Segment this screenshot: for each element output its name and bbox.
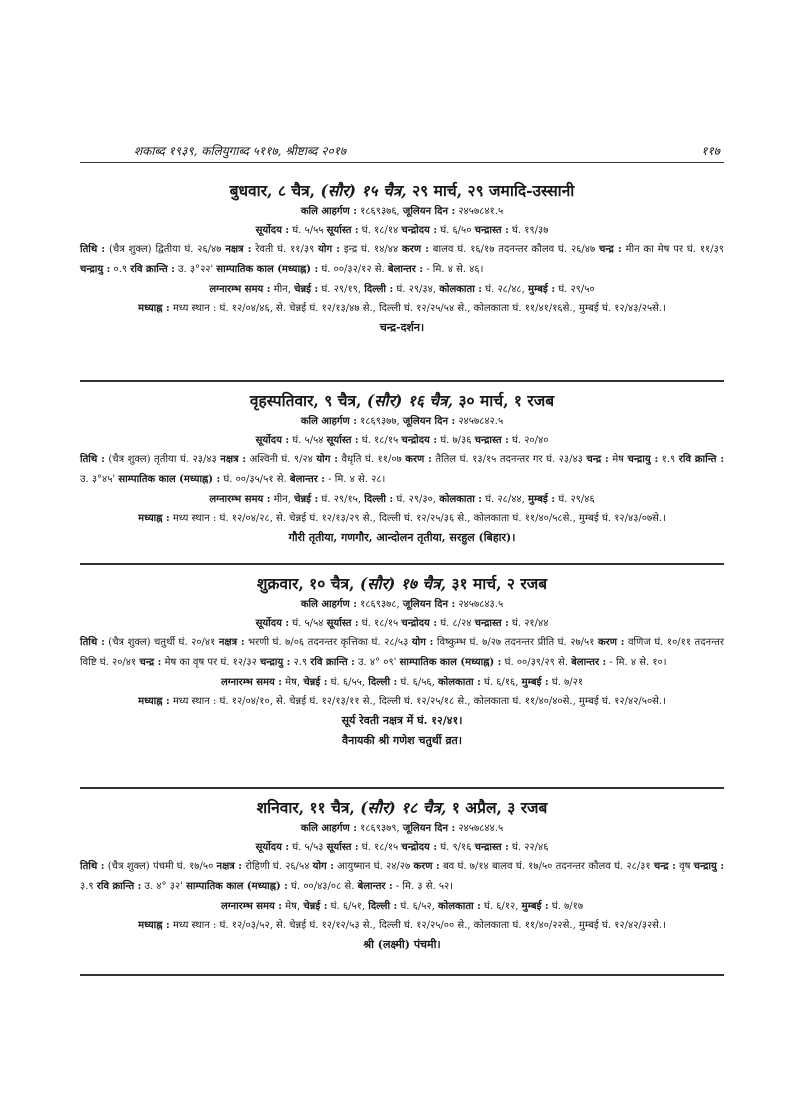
madhyahna-label: मध्याह्न : xyxy=(138,303,170,314)
section-divider xyxy=(80,974,724,976)
lagna-label: लग्नारम्भ समय : xyxy=(220,901,282,912)
lagna-city-label: चेन्नई : xyxy=(303,677,328,688)
lagna-city-label: दिल्ली : xyxy=(364,494,394,505)
lagna-city-label: मुम्बई : xyxy=(527,494,556,505)
panchang-label: रवि क्रान्ति : xyxy=(96,881,142,892)
panchang-label: योग : xyxy=(312,861,334,872)
panchang-paragraph xyxy=(80,450,724,490)
lagna-line xyxy=(80,673,724,692)
panchang-value: भरणी घं. ७/०६ तदनन्तर कृत्तिका घं. २८/५३ xyxy=(248,637,409,648)
sun-moon-value: घं. ५/५५ xyxy=(292,225,324,236)
running-head xyxy=(80,140,724,163)
panchang-label: साम्पातिक काल (मध्याह्न) : xyxy=(216,264,319,275)
panchang-value: घं. ००/३२/१२ से. xyxy=(321,264,385,275)
lagna-city-label: मुम्बई : xyxy=(521,901,549,912)
lagna-label: लग्नारम्भ समय : xyxy=(209,284,271,295)
panchang-label: बेलान्तर : xyxy=(387,264,424,275)
lagna-city-value: घं. ६/५१, xyxy=(330,901,366,912)
kali-julian-line xyxy=(80,595,724,614)
kali-label: कलि आहर्गण : xyxy=(300,416,357,427)
madhyahna-label: मध्याह्न : xyxy=(138,513,170,524)
kali-julian-line xyxy=(80,819,724,838)
sun-moon-label: चन्द्रोदय : xyxy=(401,435,438,446)
panchang-value: घं. ००/३९/२९ से. xyxy=(504,657,568,668)
sun-moon-label: चन्द्रास्त : xyxy=(474,435,509,446)
panchang-label: योग : xyxy=(411,637,434,648)
panchang-label: तिथि : xyxy=(80,637,105,648)
day-title-gregorian-hijri: २९ मार्च, २९ जमादि-उस्सानी xyxy=(412,181,575,200)
lagna-city-label: चेन्नई : xyxy=(303,901,328,912)
panchang-label: तिथि : xyxy=(80,454,105,465)
panchang-label: चन्द्रायु : xyxy=(260,657,291,668)
sun-moon-value: घं. ८/२४ xyxy=(440,618,472,629)
day-title-gregorian-hijri: ३० मार्च, १ रजब xyxy=(458,391,555,410)
day-title xyxy=(80,573,724,595)
sun-moon-value: घं. १८/१५ xyxy=(361,435,399,446)
panchang-label: नक्षत्र : xyxy=(216,861,243,872)
panchang-label: तिथि : xyxy=(80,244,106,255)
panchang-label: साम्पातिक काल (मध्याह्न) : xyxy=(399,657,502,668)
kali-value: १८६९३७८, xyxy=(360,599,400,610)
kali-value: १८६९३७९, xyxy=(360,823,400,834)
madhyahna-label: मध्याह्न : xyxy=(138,696,170,707)
julian-value: २४५७८४३.५ xyxy=(458,599,504,610)
sun-moon-label: चन्द्रास्त : xyxy=(474,225,509,236)
lagna-label: लग्नारम्भ समय : xyxy=(209,494,271,505)
kali-label: कलि आहर्गण : xyxy=(300,206,357,217)
lagna-city-label: मुम्बई : xyxy=(527,284,556,295)
panchang-value: (चैत्र शुक्ल) पंचमी घं. १७/५० xyxy=(107,861,214,872)
panchang-value: वैधृति घं. ११/०७ xyxy=(341,454,402,465)
sun-moon-value: घं. १८/१५ xyxy=(361,618,399,629)
panchang-label: रवि क्रान्ति : xyxy=(130,264,175,275)
julian-value: २४५७८४१.५ xyxy=(458,206,504,217)
madhyahna-text: मध्य स्थान : घं. १२/०३/५२, से. चेन्नई घं. १२/१२/५३ से., दिल्ली घं. १२/२५/०० से., कोलकाता घं. ११/४०/२२से., मुम्बई घं. १२/४२/३२से.। xyxy=(172,920,666,931)
day-title-gregorian-hijri: ३१ मार्च, २ रजब xyxy=(451,574,548,593)
sun-moon-value: घं. ९/१६ xyxy=(440,842,472,853)
sun-moon-value: घं. ५/५४ xyxy=(292,435,324,446)
panchang-label: बेलान्तर : xyxy=(289,474,325,485)
madhyahna-line xyxy=(80,692,724,711)
sun-moon-label: सूर्यास्त : xyxy=(326,225,359,236)
kali-label: कलि आहर्गण : xyxy=(300,599,357,610)
panchang-label: चन्द्र : xyxy=(599,244,622,255)
day-entry xyxy=(80,797,724,955)
lagna-city-value: घं. २९/१५, xyxy=(321,494,362,505)
julian-label: जूलियन दिन : xyxy=(402,206,456,217)
panchang-value: - मि. ४ से. २८। xyxy=(328,474,386,485)
madhyahna-text: मध्य स्थान : घं. १२/०४/१०, से. चेन्नई घं. १२/१३/११ से., दिल्ली घं. १२/२५/१८ से., कोलकाता घं. ११/४०/४०से., मुम्बई घं. १२/४२/५०से.। xyxy=(172,696,666,707)
section-divider xyxy=(80,787,724,789)
panchang-label: चन्द्रायु : xyxy=(80,264,111,275)
panchang-label: चन्द्र : xyxy=(586,454,609,465)
lagna-city-value: घं. ६/५५, xyxy=(330,677,366,688)
lagna-rashi: मेष, xyxy=(285,901,301,912)
sun-moon-value: घं. १८/१४ xyxy=(361,225,399,236)
sun-moon-value: घं. १९/३७ xyxy=(511,225,549,236)
day-title-solar: (सौर) १५ चैत्र, xyxy=(320,181,407,200)
festivals xyxy=(80,935,724,955)
panchang-value: अश्विनी घं. ९/२४ xyxy=(249,454,313,465)
panchang-value: रोहिणी घं. २६/५४ xyxy=(245,861,310,872)
panchang-label: करण : xyxy=(405,454,432,465)
day-title-lunar: वृहस्पतिवार, ९ चैत्र, xyxy=(249,391,362,410)
festivals xyxy=(80,318,724,338)
lagna-city-value: घं. ६/१६, xyxy=(483,677,519,688)
lagna-city-label: दिल्ली : xyxy=(364,284,394,295)
panchang-label: रवि क्रान्ति : xyxy=(310,657,355,668)
lagna-city-label: कोलकाता : xyxy=(439,494,482,505)
panchang-value: इन्द्र घं. १४/४४ xyxy=(343,244,399,255)
sun-moon-line xyxy=(80,431,724,450)
sun-moon-label: सूर्योदय : xyxy=(255,842,290,853)
lagna-city-value: घं. ६/५२, xyxy=(400,901,435,912)
lagna-city-value: घं. २८/४४, xyxy=(485,494,525,505)
lagna-rashi: मेष, xyxy=(285,677,301,688)
sun-moon-label: चन्द्रोदय : xyxy=(401,842,438,853)
day-title-solar: (सौर) १६ चैत्र, xyxy=(366,391,454,410)
lagna-city-value: घं. २९/४६ xyxy=(558,494,595,505)
sun-moon-label: सूर्योदय : xyxy=(255,618,290,629)
panchang-label: नक्षत्र : xyxy=(218,637,245,648)
festivals xyxy=(80,528,724,548)
panchang-label: नक्षत्र : xyxy=(225,244,252,255)
lagna-line xyxy=(80,490,724,509)
julian-value: २४५७८४४.५ xyxy=(458,823,504,834)
panchang-value: ३.९ xyxy=(80,881,94,892)
panchang-label: तिथि : xyxy=(80,861,105,872)
panchang-label: नक्षत्र : xyxy=(220,454,247,465)
julian-label: जूलियन दिन : xyxy=(402,416,456,427)
panchang-label: बेलान्तर : xyxy=(571,657,607,668)
panchang-label: योग : xyxy=(316,454,338,465)
panchang-value: रेवती घं. ११/३९ xyxy=(255,244,315,255)
sun-moon-value: घं. ७/३६ xyxy=(440,435,472,446)
day-title xyxy=(80,390,724,412)
panchang-value: घं. ००/४३/०८ से. xyxy=(291,881,355,892)
sun-moon-label: सूर्योदय : xyxy=(255,435,290,446)
sun-moon-line xyxy=(80,221,724,240)
lagna-city-value: घं. ६/५६, xyxy=(400,677,435,688)
panchang-value: तैतिल घं. १३/१५ तदनन्तर गर घं. २३/४३ xyxy=(435,454,583,465)
lagna-city-value: घं. ६/१२, xyxy=(483,901,519,912)
lagna-city-label: दिल्ली : xyxy=(368,677,398,688)
day-title xyxy=(80,797,724,819)
panchang-value: - मि. ३ से. ५२। xyxy=(395,881,454,892)
panchang-value: मेष xyxy=(612,454,624,465)
panchang-label: करण : xyxy=(402,244,429,255)
panchang-label: साम्पातिक काल (मध्याह्न) : xyxy=(186,881,288,892)
day-title-solar: (सौर) १७ चैत्र, xyxy=(359,574,447,593)
sun-moon-label: सूर्यास्त : xyxy=(326,618,359,629)
day-title-lunar: बुधवार, ८ चैत्र, xyxy=(229,181,316,200)
lagna-city-value: घं. २९/५० xyxy=(558,284,595,295)
sun-moon-value: घं. २१/४४ xyxy=(511,618,549,629)
day-entry xyxy=(80,390,724,548)
lagna-line xyxy=(80,280,724,299)
panchang-label: चन्द्र : xyxy=(139,657,162,668)
lagna-city-value: घं. २८/४८, xyxy=(485,284,525,295)
lagna-city-label: कोलकाता : xyxy=(439,284,482,295)
lagna-city-label: कोलकाता : xyxy=(438,677,481,688)
sun-moon-value: घं. ६/५० xyxy=(440,225,472,236)
sun-moon-label: सूर्योदय : xyxy=(255,225,290,236)
panchang-value: (चैत्र शुक्ल) तृतीया घं. २३/४३ xyxy=(108,454,217,465)
day-entry xyxy=(80,180,724,338)
sun-moon-value: घं. ५/५३ xyxy=(292,842,324,853)
madhyahna-line xyxy=(80,509,724,528)
panchang-value: आयुष्मान घं. २४/२७ xyxy=(337,861,411,872)
panchang-value: बालव घं. १६/१७ तदनन्तर कौलव घं. २६/४७ xyxy=(432,244,596,255)
panchang-value: ०.९ xyxy=(113,264,128,275)
julian-label: जूलियन दिन : xyxy=(402,823,456,834)
sun-moon-line xyxy=(80,614,724,633)
lagna-city-label: कोलकाता : xyxy=(438,901,481,912)
madhyahna-text: मध्य स्थान : घं. १२/०४/२८, से. चेन्नई घं. १२/१३/२९ से., दिल्ली घं. १२/२५/३६ से., कोलकाता घं. ११/४०/५८से., मुम्बई घं. १२/४३/०७से.। xyxy=(172,513,666,524)
panchang-paragraph xyxy=(80,857,724,897)
festival-note: श्री (लक्ष्मी) पंचमी। xyxy=(363,938,441,951)
sun-moon-value: घं. १८/१५ xyxy=(361,842,399,853)
panchang-value: विष्कुम्भ घं. ७/२७ तदनन्तर प्रीति घं. २७/५१ xyxy=(436,637,595,648)
lagna-line xyxy=(80,897,724,916)
festival-note: सूर्य रेवती नक्षत्र में घं. १२/४१। xyxy=(341,714,463,727)
panchang-value: - मि. ४ से. ४६। xyxy=(426,264,484,275)
sun-moon-line xyxy=(80,838,724,857)
lagna-city-label: मुम्बई : xyxy=(521,677,549,688)
lagna-city-label: चेन्नई : xyxy=(294,494,319,505)
panchang-label: चन्द्र : xyxy=(653,861,676,872)
lagna-rashi: मीन, xyxy=(273,284,291,295)
day-title xyxy=(80,180,724,202)
panchang-label: योग : xyxy=(318,244,340,255)
panchang-value: (चैत्र शुक्ल) द्वितीया घं. २६/४७ xyxy=(109,244,222,255)
julian-value: २४५७८४२.५ xyxy=(458,416,504,427)
lagna-city-value: घं. २९/३०, xyxy=(396,494,436,505)
day-title-solar: (सौर) १८ चैत्र, xyxy=(360,798,447,817)
panchang-label: करण : xyxy=(597,637,625,648)
sun-moon-value: घं. २०/४० xyxy=(511,435,549,446)
madhyahna-line xyxy=(80,916,724,935)
day-entry xyxy=(80,573,724,751)
festival-note: चन्द्र-दर्शन। xyxy=(379,321,425,334)
lagna-city-value: घं. ७/१७ xyxy=(551,901,584,912)
festival-note: गौरी तृतीया, गणगौर, आन्दोलन तृतीया, सरहुल (बिहार)। xyxy=(288,531,516,544)
panchang-label: चन्द्रायु : xyxy=(627,454,659,465)
madhyahna-text: मध्य स्थान : घं. १२/०४/४६, से. चेन्नई घं. १२/१३/४७ से., दिल्ली घं. १२/२५/५४ से., कोलकाता घं. ११/४१/१६से., मुम्बई घं. १२/४३/२५से.। xyxy=(172,303,666,314)
lagna-city-value: घं. ७/२१ xyxy=(551,677,584,688)
panchang-value: उ. ४° ०९' xyxy=(358,657,397,668)
sun-moon-value: घं. २२/४६ xyxy=(511,842,549,853)
panchang-paragraph xyxy=(80,240,724,280)
panchang-value: - मि. ४ से. १०। xyxy=(609,657,667,668)
lagna-label: लग्नारम्भ समय : xyxy=(220,677,282,688)
sun-moon-label: चन्द्रोदय : xyxy=(401,225,438,236)
day-title-lunar: शुक्रवार, १० चैत्र, xyxy=(256,574,355,593)
kali-value: १८६९३७७, xyxy=(360,416,400,427)
festivals xyxy=(80,711,724,751)
sun-moon-label: चन्द्रोदय : xyxy=(401,618,438,629)
panchang-value: (चैत्र शुक्ल) चतुर्थी घं. २०/४१ xyxy=(108,637,216,648)
section-divider xyxy=(80,563,724,565)
panchang-value: २.९ xyxy=(293,657,308,668)
kali-julian-line xyxy=(80,202,724,221)
sun-moon-label: सूर्यास्त : xyxy=(326,842,359,853)
kali-label: कलि आहर्गण : xyxy=(300,823,357,834)
sun-moon-label: चन्द्रास्त : xyxy=(474,842,509,853)
era-years: शकाब्द १९३९, कलियुगाब्द ५११७, श्रीष्टाब्द २०१७ xyxy=(134,144,347,158)
page-number: ११७ xyxy=(701,144,720,158)
lagna-city-label: दिल्ली : xyxy=(368,901,398,912)
kali-julian-line xyxy=(80,412,724,431)
sun-moon-value: घं. ५/५४ xyxy=(292,618,324,629)
day-title-gregorian-hijri: १ अप्रैल, ३ रजब xyxy=(451,798,548,817)
sun-moon-label: चन्द्रास्त : xyxy=(474,618,509,629)
lagna-city-value: घं. २९/१९, xyxy=(321,284,362,295)
lagna-city-value: घं. २९/३४, xyxy=(396,284,436,295)
lagna-rashi: मीन, xyxy=(273,494,291,505)
madhyahna-line xyxy=(80,299,724,318)
sun-moon-label: सूर्यास्त : xyxy=(326,435,359,446)
panchang-value: उ. ३°२२' xyxy=(178,264,214,275)
panchang-value: १.९ xyxy=(661,454,676,465)
section-divider xyxy=(80,380,724,382)
panchang-value: वृष xyxy=(679,861,691,872)
panchang-value: मीन का मेष पर घं. ११/३९ xyxy=(625,244,725,255)
panchang-value: वणिज घं. १०/११ तदनन्तर विष्टि घं. २०/४१ xyxy=(80,637,724,668)
panchang-value: घं. ००/३५/५१ से. xyxy=(223,474,287,485)
panchang-label: बेलान्तर : xyxy=(357,881,393,892)
panchang-label: करण : xyxy=(413,861,440,872)
panchang-label: रवि क्रान्ति : xyxy=(678,454,725,465)
madhyahna-label: मध्याह्न : xyxy=(138,920,170,931)
festival-note: वैनायकी श्री गणेश चतुर्थी व्रत। xyxy=(341,734,462,747)
panchang-label: चन्द्रायु : xyxy=(693,861,725,872)
panchang-value: उ. ४° ३२' xyxy=(144,881,183,892)
kali-value: १८६९३७६, xyxy=(360,206,400,217)
panchang-value: बव घं. ७/१४ बालव घं. १७/५० तदनन्तर कौलव घं. २८/३१ xyxy=(442,861,651,872)
panchang-label: साम्पातिक काल (मध्याह्न) : xyxy=(118,474,221,485)
panchang-value: मेष का वृष पर घं. १२/३२ xyxy=(164,657,257,668)
panchang-paragraph xyxy=(80,633,724,673)
lagna-city-label: चेन्नई : xyxy=(294,284,319,295)
day-title-lunar: शनिवार, ११ चैत्र, xyxy=(256,798,355,817)
julian-label: जूलियन दिन : xyxy=(402,599,456,610)
panchang-value: उ. ३°४५' xyxy=(80,474,116,485)
